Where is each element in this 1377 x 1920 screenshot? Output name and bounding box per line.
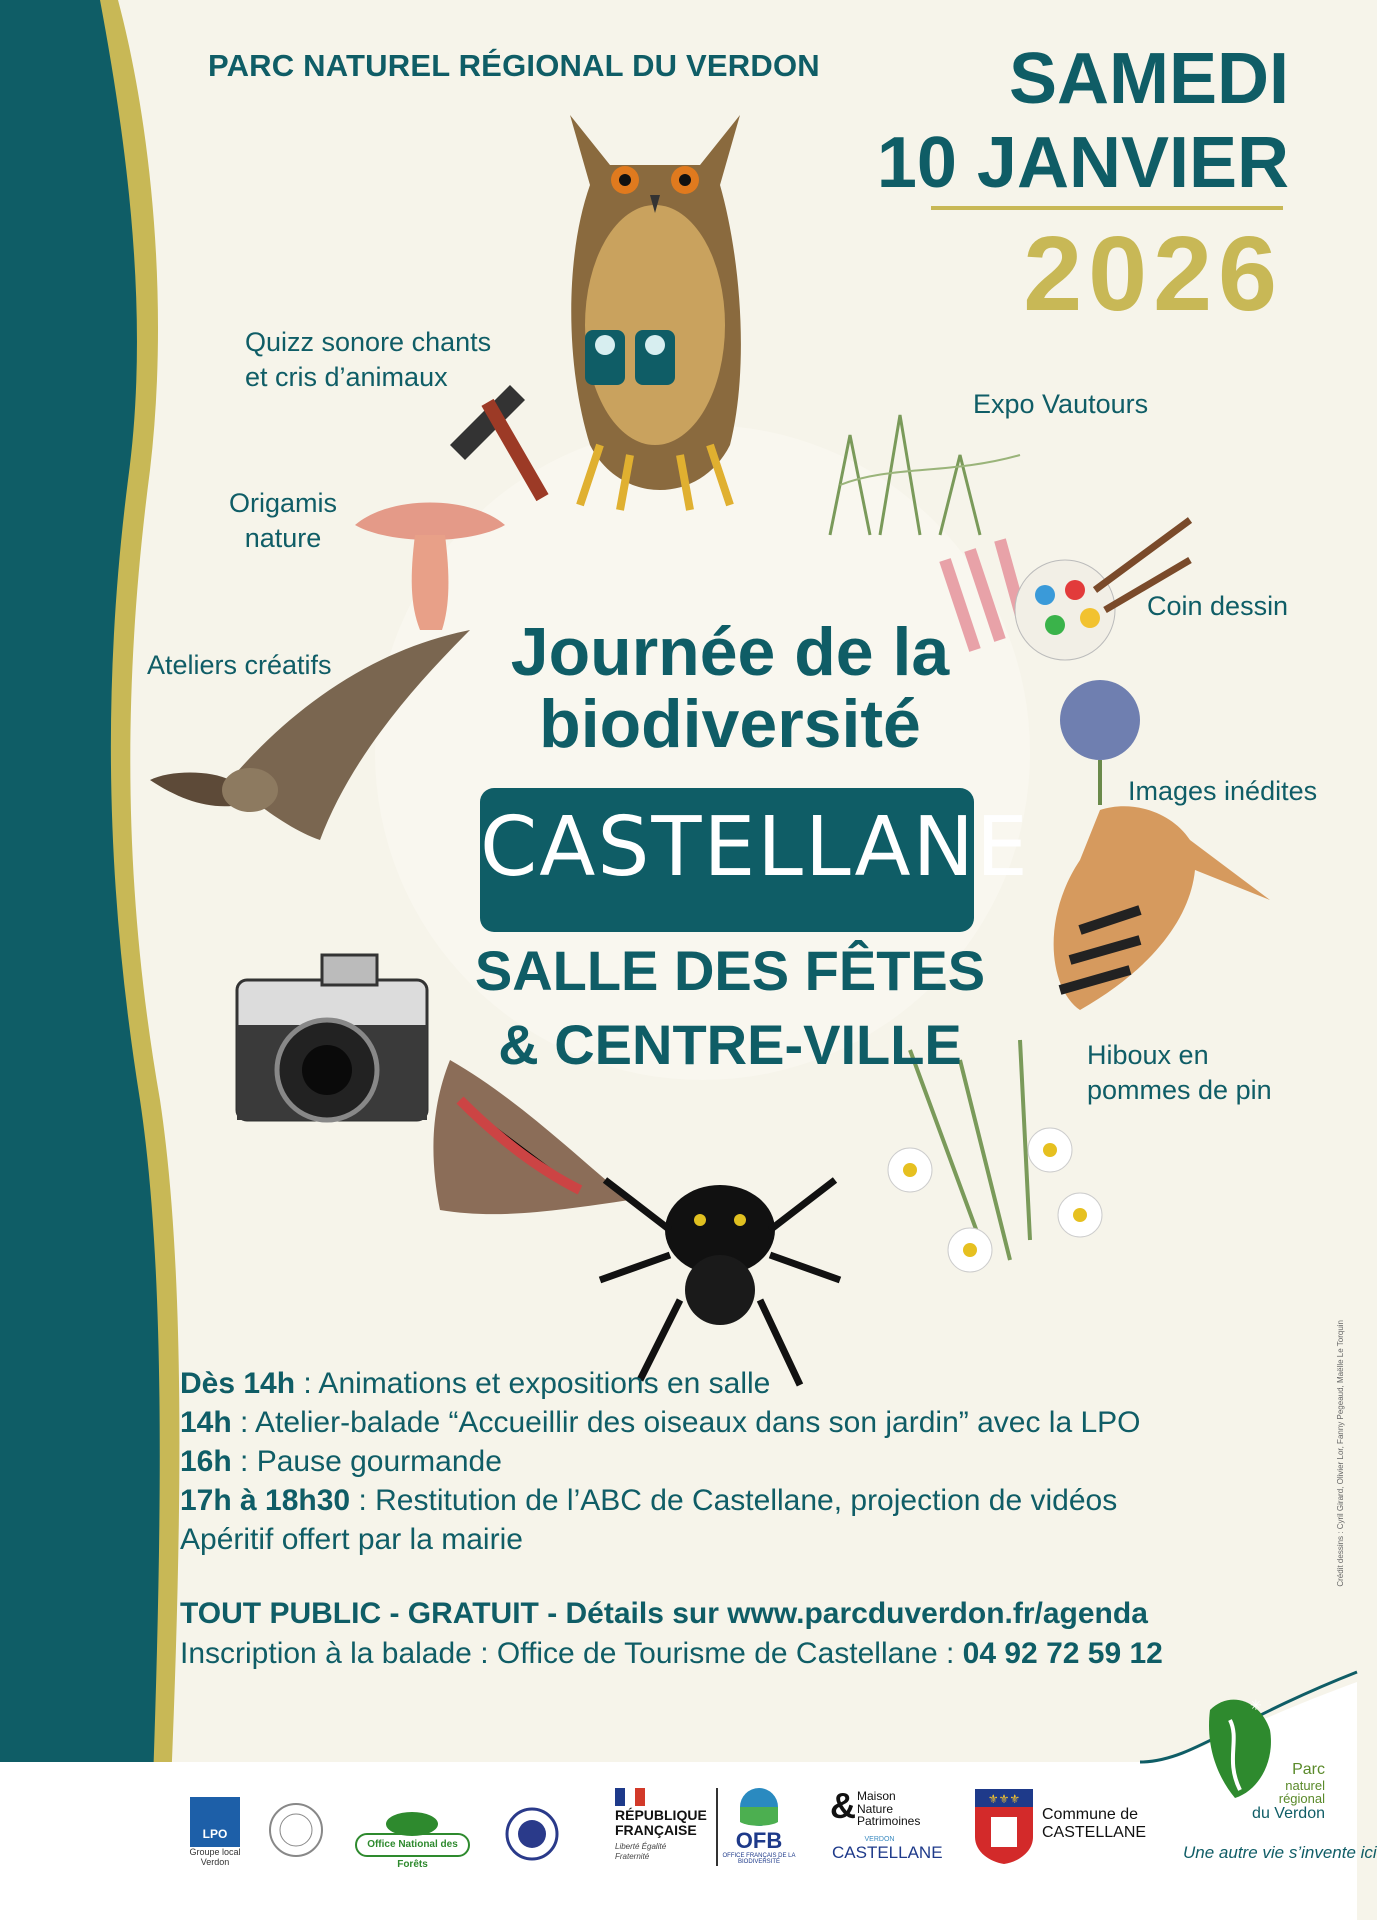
lpo-logo	[190, 1797, 240, 1847]
ofb-logo-icon	[735, 1787, 783, 1827]
onf-logo	[355, 1833, 470, 1870]
association-seal-logo	[268, 1802, 324, 1858]
schedule-item	[180, 1406, 1141, 1440]
activity-origami-line2: nature	[244, 523, 322, 554]
schedule-item	[180, 1445, 502, 1479]
commune-castellane-logo	[1042, 1806, 1146, 1841]
moth-illustration	[400, 1060, 630, 1250]
activity-owls-line1: Hiboux en	[1087, 1040, 1209, 1070]
partner-round-logo	[505, 1807, 560, 1862]
castellane-coat-of-arms-icon	[973, 1787, 1035, 1865]
commune-line1: Commune de	[1042, 1806, 1139, 1823]
rf-divider	[716, 1788, 718, 1866]
maison-nature-logo	[857, 1790, 920, 1828]
pnr-slogan: Une autre vie s’invente ici	[1183, 1843, 1377, 1862]
schedule-time: 17h à 18h30	[180, 1484, 351, 1517]
organization-name: PARC NATUREL RÉGIONAL DU VERDON	[208, 48, 820, 83]
tree-icon	[385, 1810, 440, 1836]
schedule-time: 14h	[180, 1406, 232, 1439]
verdon-castellane-logo: CASTELLANE	[832, 1843, 943, 1862]
schedule-text: : Atelier-balade “Accueillir des oiseaux dans son jardin” avec la LPO	[231, 1406, 1141, 1439]
rf-motto: Liberté Égalité Fraternité	[615, 1842, 667, 1861]
schedule-item	[180, 1484, 1117, 1518]
svg-text:✳: ✳	[1250, 1697, 1262, 1713]
maison-line1: Maison	[857, 1789, 896, 1803]
schedule-text: : Restitution de l’ABC de Castellane, projection de vidéos	[350, 1484, 1118, 1517]
french-flag-icon	[615, 1788, 645, 1806]
activity-images: Images inédites	[1128, 776, 1318, 806]
schedule-item	[180, 1367, 770, 1401]
left-wave-band	[0, 0, 200, 1920]
activity-drawing: Coin dessin	[1147, 591, 1289, 621]
pnr-verdon-logo	[1230, 1762, 1325, 1823]
registration-phone: 04 92 72 59 12	[962, 1637, 1163, 1670]
activity-owls	[1087, 1038, 1272, 1108]
pnr-line2: naturel	[1285, 1777, 1325, 1793]
commune-line2: CASTELLANE	[1042, 1823, 1147, 1841]
event-title-line1: Journée de la	[510, 614, 950, 690]
event-day: SAMEDI	[1008, 39, 1289, 119]
activity-vultures: Expo Vautours	[973, 389, 1149, 419]
venue-line1: SALLE DES FÊTES	[474, 939, 986, 1002]
hoopoe-illustration	[1020, 800, 1280, 1030]
activity-owls-line2: pommes de pin	[1087, 1075, 1272, 1106]
activity-creative: Ateliers créatifs	[147, 650, 332, 680]
pnr-line3: régional	[1278, 1791, 1325, 1807]
registration-text: Inscription à la balade : Office de Tourisme de Castellane :	[180, 1637, 963, 1670]
public-info: TOUT PUBLIC - GRATUIT - Détails sur www.parcduverdon.fr/agenda	[180, 1597, 1148, 1630]
verdon-castellane-top: VERDON	[864, 1836, 895, 1843]
event-title-line2: biodiversité	[539, 686, 921, 762]
registration-info	[180, 1637, 1163, 1671]
svg-text:⚜⚜⚜: ⚜⚜⚜	[987, 1792, 1021, 1806]
maison-line3: Patrimoines	[857, 1814, 921, 1829]
event-year: 2026	[1023, 215, 1283, 333]
onf-logo-text: Office National des Forêts	[367, 1839, 458, 1870]
ofb-logo: OFB	[735, 1828, 783, 1853]
maison-line2: Nature	[857, 1801, 894, 1816]
venue-line2: & CENTRE-VILLE	[498, 1013, 962, 1076]
mushroom-illustration	[350, 495, 510, 635]
schedule-text: : Pause gourmande	[231, 1445, 502, 1478]
event-date: 10 JANVIER	[876, 123, 1289, 203]
ofb-subtitle: OFFICE FRANÇAIS DE LA BIODIVERSITÉ	[722, 1853, 796, 1865]
lpo-logo-text: LPO	[202, 1827, 228, 1841]
schedule-time: 16h	[180, 1445, 232, 1478]
schedule-text: Apéritif offert par la mairie	[180, 1523, 523, 1556]
activity-origami-line1: Origamis	[228, 488, 337, 518]
activity-origami	[228, 486, 338, 556]
illustration-credits: Crédit dessins : Cyril Girard, Olivier Lor, Fanny Pegeaud, Maëlle Le Torquin	[1336, 1320, 1345, 1587]
date-divider	[931, 206, 1283, 210]
town-name: CASTELLANE	[480, 800, 1030, 895]
schedule-item	[180, 1523, 523, 1557]
ampersand-icon: &	[830, 1785, 856, 1826]
activity-quiz-line1: Quizz sonore chants	[245, 327, 492, 357]
rf-line1: RÉPUBLIQUE	[615, 1807, 707, 1823]
pnr-line1: Parc	[1292, 1761, 1325, 1778]
activity-quiz-line2: et cris d’animaux	[245, 362, 448, 393]
lpo-subtitle: Groupe local Verdon	[189, 1847, 241, 1867]
schedule-text: : Animations et expositions en salle	[295, 1367, 771, 1400]
pnr-line4: du Verdon	[1252, 1805, 1325, 1823]
republique-francaise-logo	[615, 1808, 707, 1837]
schedule-time: Dès 14h	[180, 1367, 296, 1400]
activity-quiz	[245, 325, 491, 395]
spider-illustration	[600, 1160, 840, 1390]
rf-line2: FRANÇAISE	[615, 1821, 697, 1838]
